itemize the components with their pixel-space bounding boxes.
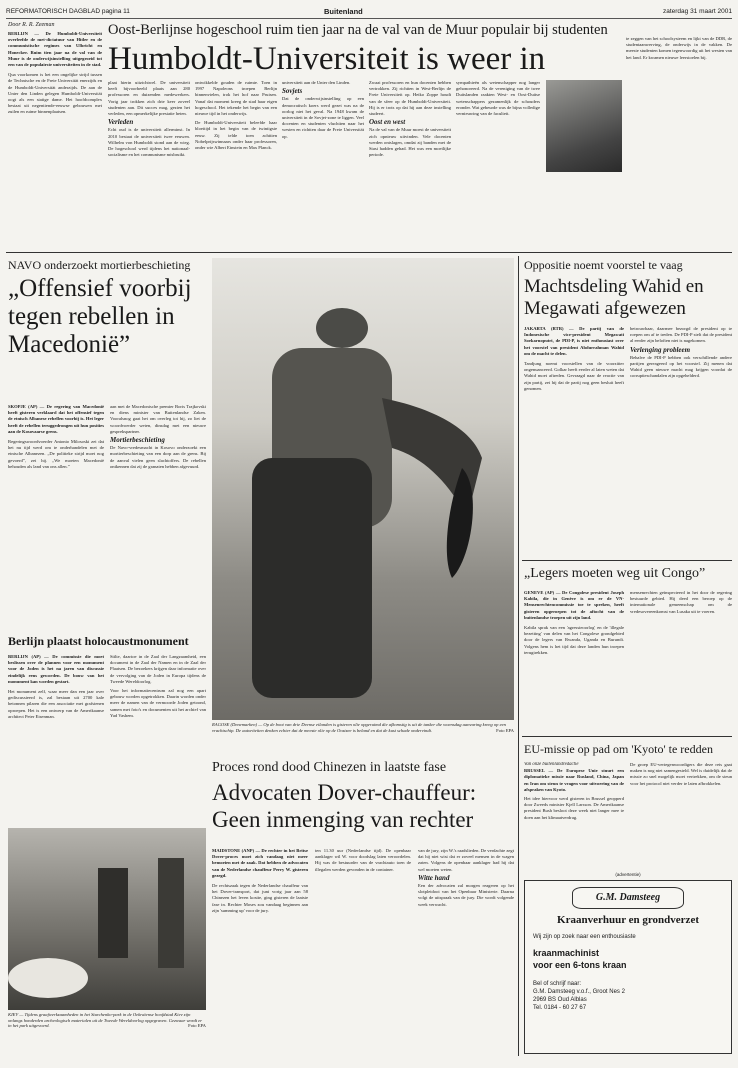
- kyoto-lead: BRUSSEL — De Europese Unie stuurt een diplomatieke missie naar Rusland, China, Japan en Iran om steun te vragen voor uitvoering van de afspraken van Kyoto.: [524, 768, 624, 792]
- paper-name: REFORMATORISCH DAGBLAD pagina 11: [6, 8, 130, 15]
- berlijn-headline: Berlijn plaatst holocaustmonument: [8, 634, 189, 648]
- oil-photo-caption-block: [212, 722, 514, 752]
- navo-text-1: Regeringswoordvoerder Antonio Milososki zei dat het nu tijd werd om te onderhandelen met de etnische Albanezen. „De politieke strijd moet nog gevoerd”, zei hij. „We moeten Macedonië behouden als land van ons allen.”: [8, 439, 104, 469]
- ad-tagline: Wij zijn op zoek naar een enthousiaste: [533, 934, 636, 940]
- dover-text-3: van de jury, zijn W.'s raadslieden. De verdachte zegt dat hij niet wist dat er zoveel mensen in de wagen zaten. Volgens de openbaar aanklager had hij dat wel moeten weten.: [418, 848, 514, 872]
- navo-text-2: aan met de Macedonische premier Boris Trajkovski en diens minister van Buitenlandse Zaken. Vooralsnog gaat het om overleg tot hij, zo liet de woordvoerder weten, dinsdag met een nieuwe gesprekspartner.: [110, 404, 206, 434]
- wahid-text-1: Tandjung noemt voorstellen van de voorzitter ongenuanceerd. Golkar heeft eerder al laten weten dat Wahid moet aftreden. Gevraagd naar de reactie van zijn partij, zei hij dat de partij nog geen besluit heeft genomen.: [524, 361, 624, 391]
- wahid-lead: JAKARTA (RTR) — De partij van de Indonesische vice-president Megawati Soekarnoputri, de PDI-P, is niet enthousiast over het voorstel van president Abdurrahman Wahid om de macht te delen.: [524, 326, 624, 356]
- humboldt-text-3: ontwikkelde gouden de ruimte. Toen in 1997 Napoleons troepen Berlijn binnenvielen, trok het hof naar Pruisen. Vanaf dat moment kreeg de stad haar eigen hogeschool. Het tekende het begin van een nieuwe tijd in het onderwijs.: [195, 80, 277, 117]
- ad-contact-line-3: 2969 BS Oud Alblas: [533, 997, 587, 1003]
- humboldt-column-1: [8, 22, 102, 250]
- humboldt-text-4: universiteit aan de Unter den Linden.: [282, 80, 351, 85]
- kyoto-headline: EU-missie op pad om 'Kyoto' te redden: [524, 742, 713, 756]
- kyoto-rule: [522, 736, 732, 737]
- humboldt-subhead-sovjets: Sovjets: [282, 87, 303, 96]
- kiev-caption: KIEV — Tijdens graafwerkzaamheden in het Sturchenko-park in de Oekraïense hoofdstad Kiev zijn onlangs honderden archeologisch materialen uit de Tweede Wereldoorlog opgegraven. Gezwaar wordt er in het park uitgevoerd.: [8, 1012, 203, 1029]
- dover-headline: Advocaten Dover-chauffeur: Geen inmenging van rechter: [212, 780, 477, 832]
- humboldt-column-5: [369, 80, 451, 250]
- wahid-text-2: betrouwbaar, daarmee bezorgd de president op te roepen om af te treden. De PDI-P stelt dat de president al eerder zijn beloften niet is nagekomen.: [630, 326, 732, 344]
- dover-text-1: De rechtszaak tegen de Nederlandse chauffeur van het Dover-transport, dat juni vorig jaar aan 58 Chinezen het leven kostte, ging gisteren de laatste fase in. Rechter Moses zou vandaag beginnen aan zijn 'summing up' voor de jury.: [212, 883, 308, 913]
- berlijn-text-2: Stilte, daartoe in de Zaal der Langzaamheid, een document in de Zaal der Namen en in de Zaal der Plaatsen. De bezoekers krijgen daar informatie over de vervolging van de Joden in Europa tijdens de Tweede Wereldoorlog.: [110, 654, 206, 684]
- dover-heading: [212, 760, 514, 833]
- wahid-column-2: [630, 326, 732, 546]
- oil-cleanup-illustration: [212, 258, 514, 720]
- congo-column-2: [630, 590, 732, 726]
- page-header: [6, 6, 732, 19]
- humboldt-photo: [546, 80, 622, 172]
- ad-label: (advertentie): [615, 872, 641, 877]
- humboldt-column-6: [456, 80, 540, 250]
- dover-column-3: [418, 848, 514, 1053]
- navo-heading: [8, 258, 208, 359]
- humboldt-text-3b: De Humboldt-Universiteit beleefde haar bloeitijd in het begin van de twintigste eeuw. Zij telde toen achttien Nobelprijswinnaars onder haar professoren, onder wie Albert Einstein en Max Planck.: [195, 120, 277, 151]
- navo-text-2b: De Navo-vredesmacht in Kosovo onderzoekt een mortierbeschieting van een dorp aan de grens. Bij de aanval vielen geen slachtoffers. De rebellen ontkennen dat zij de granaten hebben afgevuurd.: [110, 445, 206, 469]
- berlijn-lead: BERLIJN (AP) — De commissie die moet beslissen over de plannen voor een monument voor de Joden is het na jaren van discussie eindelijk eens geworden. De bouw van het monument kan worden gestart.: [8, 654, 104, 684]
- humboldt-byline: Door R. R. Zeeman: [8, 22, 55, 28]
- dover-column-2: [315, 848, 411, 1053]
- humboldt-column-2: [108, 80, 190, 250]
- humboldt-headline: Humboldt-Universiteit is weer in: [108, 41, 546, 77]
- berlijn-column-1: [8, 654, 104, 824]
- kyoto-text-1: Het idee hiervoor werd gisteren in Brussel geopperd door Zweeds minister Kjell Larsson. De Amerikaanse president Bush besloot deze week niet langer mee te doen aan het klimaatverdrag.: [524, 796, 624, 820]
- congo-rule: [522, 560, 732, 561]
- berlijn-text-1: Het monument zelf, waar meer dan een jaar over gediscussieerd is, zal bestaan uit 2700 kale betonnen pilaren die een associatie met grafstenen oproepen. Het is een ontwerp van de Amerikaanse architect Peter Eisenman.: [8, 689, 104, 719]
- oil-cleanup-photo: [212, 258, 514, 720]
- oil-photo-credit: Foto EPA: [496, 727, 514, 733]
- ad-contact-line-1: Bel of schrijf naar:: [533, 981, 582, 987]
- humboldt-column-4: [282, 80, 364, 250]
- humboldt-subhead-oost-west: Oost en west: [369, 118, 406, 127]
- page-date: zaterdag 31 maart 2001: [662, 8, 732, 15]
- humboldt-lead: BERLIJN — De Humboldt-Universiteit overleefde de met-dictatuur van Hitler en de communistische regimes van Ulbricht en Honecker. Ruim tien jaar na de val van de Muur is de onderwijsinstelling uitgegroeid tot een van de populairste universiteiten in de stad.: [8, 31, 102, 68]
- kiev-credit: Foto EPA: [188, 1023, 206, 1029]
- ad-contact-line-4: Tel. 0184 - 60 27 67: [533, 1005, 587, 1011]
- damsteeg-advertisement: [524, 880, 732, 1054]
- wahid-column-1: [524, 326, 624, 546]
- humboldt-text-1: Qua voorkomen is het een ongelijke strijd tussen de Technische en de Freie Universität enerzijds en de Humboldt-Universität anderzijds. De aan de Unter den Linden gelegen Humboldt-Universität oogt als een statige dame. Het hoofdcomplex bestaat uit negentiende-eeuwse gebouwen met zuilen en ruime binnenplaatsen.: [8, 72, 102, 115]
- congo-text-1: Kabila sprak van een 'agressieoorlog' en de 'illegale bezetting' van delen van het Congolese grondgebied door de legers van Rwanda, Uganda en Burundi. Volgens hem is het tijd dat deze landen hun troepen terugtrekken.: [524, 625, 624, 655]
- kiev-caption-block: [8, 1012, 206, 1052]
- navo-kicker: NAVO onderzoekt mortierbeschieting: [8, 258, 191, 272]
- dover-column-1: [212, 848, 308, 1053]
- dover-lead: MAIDSTONE (ANP) — De rechter in het Britse Dover-proces moet zich vandaag niet meer bemoeien met de zaak. Dat hebben de advocaten van de Nederlandse chauffeur Perry W. gisteren gezegd.: [212, 848, 308, 878]
- wahid-kicker: Oppositie noemt voorstel te vaag: [524, 258, 683, 272]
- navo-lead: SKOPJE (AP) — De regering van Macedonië heeft gisteren verklaard dat het offensief tegen de etnisch Albanese rebellen voorbij is. Het leger heeft de rebellen teruggedrongen uit hun posities aan de Kosovaarse grens.: [8, 404, 104, 434]
- ad-logo: G.M. Damsteeg: [572, 887, 684, 909]
- kiev-photo: [8, 828, 206, 1010]
- navo-headline: „Offensief voorbij tegen rebellen in Macedonië”: [8, 275, 192, 358]
- humboldt-text-5: Zwaai professoren en hun docenten hebben vertrokken. Zij richtten in West-Berlijn de Freie Universiteit op. Heiko Zoppe houdt van de sfeer op de Humboldt-Universiteit. Hij is er trots op dat hij aan deze instelling studeert.: [369, 80, 451, 117]
- kyoto-column-2: [630, 762, 732, 868]
- wahid-subhead: Verlenging probleem: [630, 345, 691, 354]
- ad-job-detail: voor een 6-tons kraan: [533, 960, 627, 970]
- congo-lead: GENEVE (AP) — De Congolese president Joseph Kabila, die in Genève is om er de VN-Mensenrechtencommissie toe te spreken, heeft gisteren opgeroepen tot de aftocht van de buitenlandse troepen uit zijn land.: [524, 590, 624, 620]
- section-title: Buitenland: [324, 7, 363, 16]
- humboldt-text-6: sympathieën als wetenschapper nog langer gehonoreerd. Na de vereniging van de twee Duitslanden raakten West- en Oost-Duitse wetenschappers gezamenlijk de schouders eronder. Wat gebeurde was de bijna volledige vernieuwing van de faculteit.: [456, 80, 540, 117]
- dover-kicker: Proces rond dood Chinezen in laatste fase: [212, 760, 447, 775]
- right-column-rule: [518, 256, 519, 1056]
- wahid-heading: [524, 258, 732, 320]
- humboldt-text-5b: Na de val van de Muur moest de universiteit zich opnieuw uitvinden. Vele docenten werden ontslagen, omdat zij banden met de Stasi hadden gehad. Het was een moeilijke periode.: [369, 127, 451, 158]
- dover-subhead: Witte hand: [418, 873, 450, 882]
- kyoto-text-2: De groep EU-vertegenwoordigers die deze reis gaat maken is nog niet samengesteld. Wel is duidelijk dat de missie zo snel mogelijk moet vertrekken, om de steun voor het protocol niet verder te laten afbrokkelen.: [630, 762, 732, 786]
- navo-column-2: [110, 404, 206, 626]
- dover-text-2: ten 11.30 uur (Nederlandse tijd). De openbaar aanklager wil W. voor doodslag laten veroordelen. Hij was de bestuurder van de vrachtauto toen de illegalen werden gevonden in de container.: [315, 848, 411, 872]
- kyoto-byline: Van onze buitenlandredactie: [524, 762, 579, 767]
- humboldt-text-2: plaat hierin uitzichtwel. De universiteit heeft bijvoorbeeld plaats aan 280 professoren en duizenden medewerkers. Vorig jaar trokken zich drie keer zoveel studenten aan. Dit succes mag, gezien het verleden, een opmerkelijke prestatie heten.: [108, 80, 190, 117]
- wahid-headline: Machtsdeling Wahid en Megawati afgewezen: [524, 276, 704, 319]
- section-rule: [6, 252, 732, 253]
- humboldt-text-7: te zeggen van het schoolsysteem en lijkt van de DDR, de studentaanwerving, de onderwijs in de vakken. De meeste studenten komen tegenwoordig uit het westen van het land. Er kwamen nieuwe leerstoelen bij.: [626, 36, 732, 60]
- kiev-excavation-illustration: [8, 828, 206, 1010]
- berlijn-column-2: [110, 654, 206, 824]
- ad-title: Kraanverhuur en grondverzet: [557, 914, 699, 926]
- congo-text-2: mensenrechten geïnspecteerd in het door de regering bestuurde gebied. Hij deed een beroep op de internationale gemeenschap om de vredesovereenkomst van Lusaka uit te voeren.: [630, 590, 732, 614]
- berlijn-text-2b: Voor het informatiecentrum zal nog een apart gebouw worden opgetrokken. Daarin worden onder meer de namen van de vermoorde Joden getoond, samen met foto's en documenten uit het archief van Yad Vashem.: [110, 688, 206, 718]
- humboldt-kicker: Oost-Berlijnse hogeschool ruim tien jaar na de val van de Muur populair bij studenten: [108, 22, 608, 38]
- humboldt-column-3: [195, 80, 277, 250]
- ad-contact: [533, 980, 731, 1012]
- dover-text-3b: Een der advocaten zal morgen reageren op het slotpleidooi van het Openbaar Ministerie. Daarna volgt de uitspraak van de jury. Die wordt volgende week verwacht.: [418, 883, 514, 907]
- kyoto-column-1: [524, 762, 624, 868]
- congo-headline: „Legers moeten weg uit Congo”: [524, 566, 706, 581]
- ad-job: kraanmachinist: [533, 948, 600, 958]
- wahid-text-2b: Behalve de PDI-P hebben ook verschillende andere partijen gereageerd op het voorstel. Zij menen dat Wahid geen nieuwe macht mag krijgen voordat de corruptieschandalen zijn opgehelderd.: [630, 354, 732, 379]
- congo-column-1: [524, 590, 624, 726]
- navo-subhead: Mortierbeschieting: [110, 436, 165, 445]
- humboldt-subhead-verleden: Verleden: [108, 118, 134, 127]
- humboldt-text-2b: Echt oud is de universiteit allerminst. In 2010 bestaat de universiteit twee eeuwen. Wilhelm von Humboldt stond aan de wieg. De hogeschool werd tijdens het nationaal-socialisme en het communisme misbruikt.: [108, 127, 190, 158]
- humboldt-text-4b: Dat de onderwijsinstelling op een democratisch koers werd gezet was na de oorlog niet het geval. Na 1948 kwam de universiteit in de Sovjet-zone te liggen. Veel docenten en studenten vluchtten naar het westen en richtten daar de Freie Universität op.: [282, 96, 364, 139]
- humboldt-column-7: [626, 36, 732, 250]
- oil-photo-caption: RAGOSE (Denemarken) — Op de boot van drie Deense eilanden is gisteren olie opgeruimd die afkomstig is uit de tanker die woensdag aanvaring kreeg op een vrachtschip. De autoriteiten denken echter dat de meeste olie op de Oostzee is beland en dat de kust schade ondervindt.: [212, 722, 506, 733]
- ad-contact-line-2: G.M. Damsteeg v.o.f., Groot Nes 2: [533, 989, 625, 995]
- navo-column-1: [8, 404, 104, 626]
